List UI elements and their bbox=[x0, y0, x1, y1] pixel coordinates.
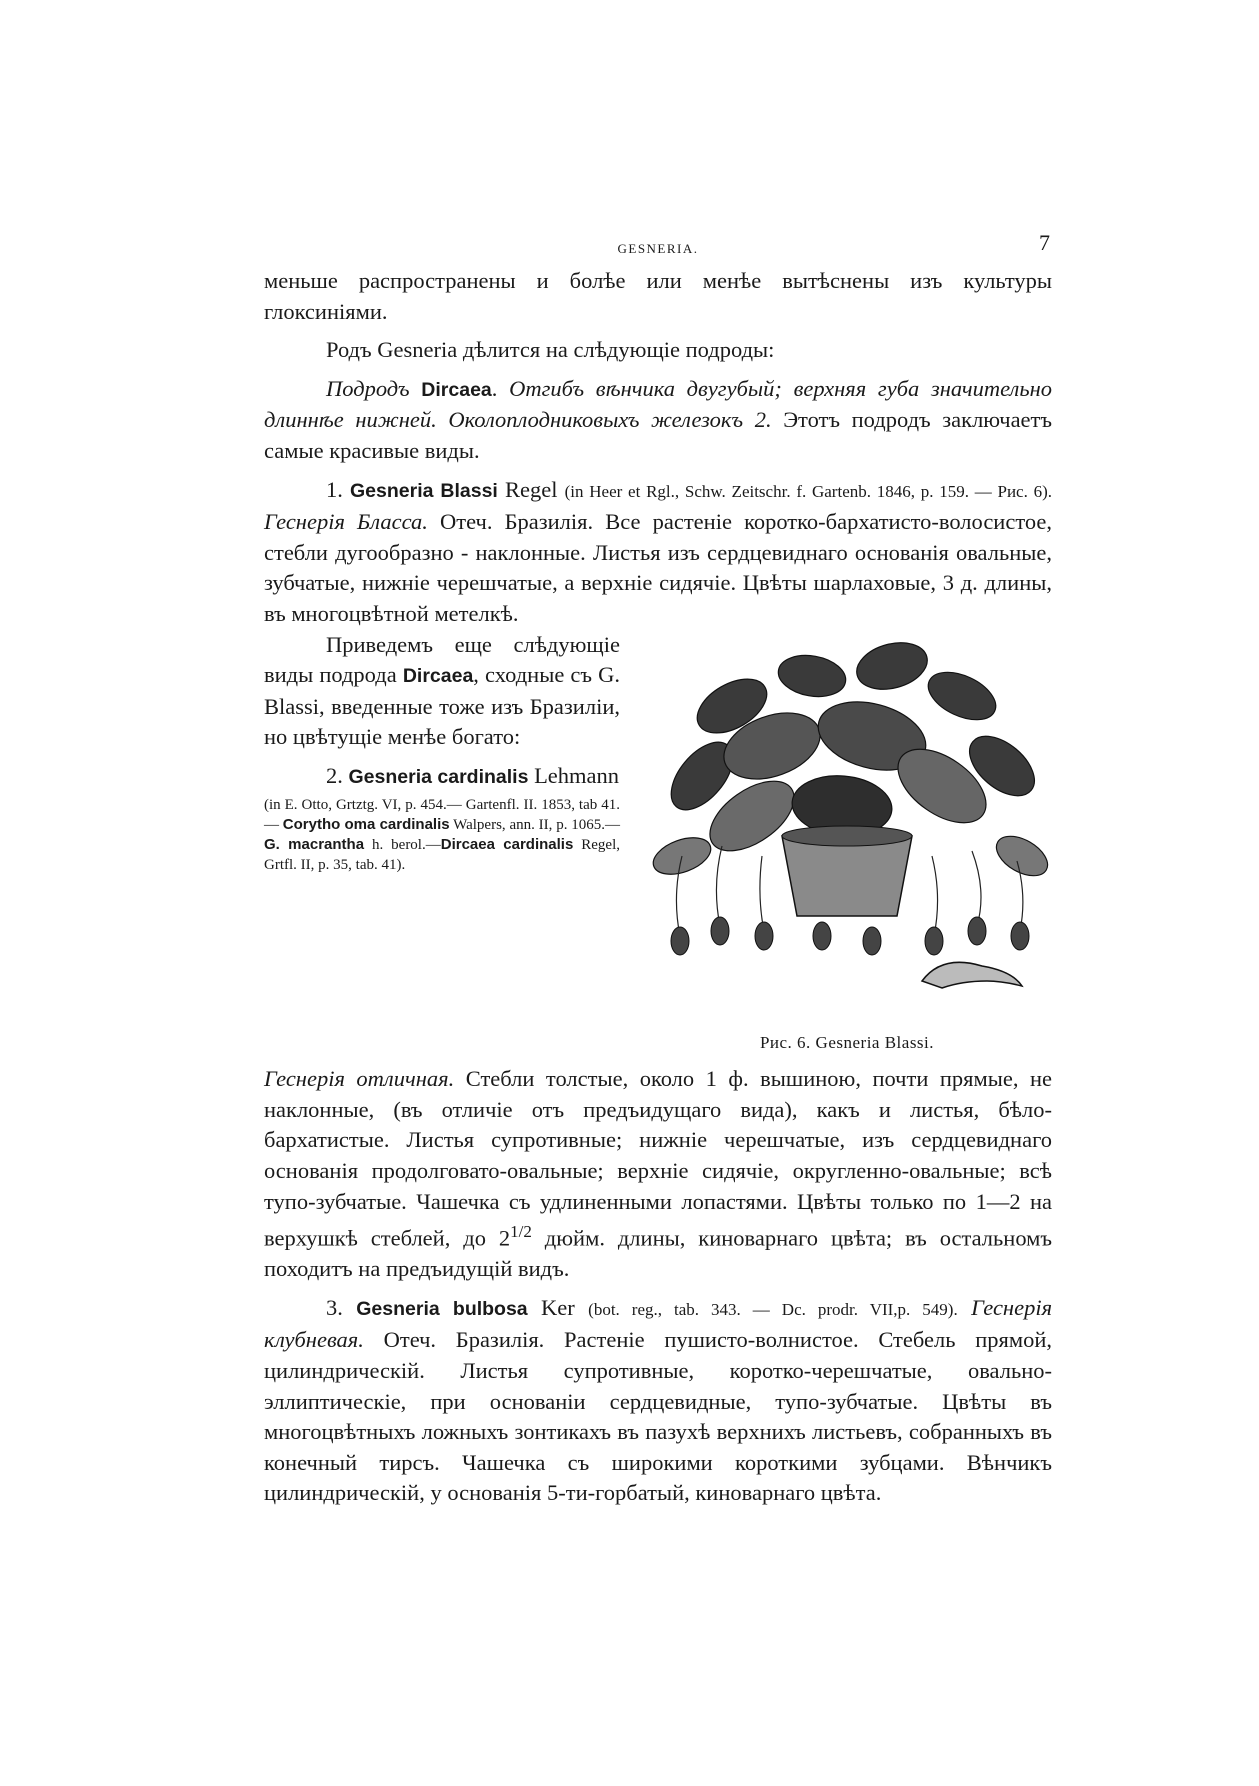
related-text-b: , сходные съ G. Blassi, введенные тоже изъ Бразиліи, но цвѣтущіе менѣе богато: bbox=[264, 662, 621, 750]
running-head bbox=[264, 232, 1052, 266]
species-3-paragraph bbox=[264, 1293, 1052, 1509]
figure-caption: Рис. 6. Gesneria Blassi. bbox=[759, 1032, 935, 1052]
species-3-number: 3. bbox=[326, 1294, 343, 1320]
species-3-author: Ker bbox=[541, 1294, 575, 1320]
related-text-a: Приведемъ еще слѣдующіе виды подрода bbox=[264, 631, 620, 688]
species-3-description: Отеч. Бразилія. Растеніе пушисто-волнистое. Стебель прямой, цилиндрическій. Листья супротивные, коротко-черешчатые, овально-эллиптическіе, при основаніи сердцевидные, тупо-зубчатые. Цвѣты въ многоцвѣтныхъ ложныхъ зонтикахъ въ пазухѣ верхнихъ листьевъ, собранныхъ въ конечный тирсъ. Чашечка съ широкими короткими зубцами. Вѣнчикъ цилиндрическій, у основанія 5-ти-горбатый, киноварнаго цвѣта. bbox=[264, 1327, 1053, 1506]
subgenus-name: Dircaea bbox=[421, 378, 492, 401]
page-number: 7 bbox=[1039, 230, 1050, 255]
species-1-russian-name: Геснерія Бласса. bbox=[264, 509, 428, 535]
related-subgenus-name: Dircaea bbox=[402, 665, 474, 688]
species-1-name: Gesneria Blassi bbox=[350, 479, 498, 502]
subgenus-sep: . bbox=[491, 375, 498, 401]
species-2-synonym-1: Corytho oma cardinalis bbox=[282, 815, 450, 833]
species-1-reference: (in Heer et Rgl., Schw. Zeitschr. f. Gartenb. 1846, p. 159. — Рис. 6). bbox=[564, 481, 1053, 501]
species-1-heading bbox=[264, 475, 1052, 630]
species-1-number: 1. bbox=[326, 476, 343, 502]
subgenus-note: Этотъ подродъ заключаетъ самые красивые виды. bbox=[264, 407, 1053, 463]
species-2-synonym-3: Dircaea cardinalis bbox=[440, 835, 574, 853]
running-title: GESNERIA. bbox=[617, 241, 699, 256]
plant-illustration bbox=[642, 636, 1052, 1016]
species-2-synonym-2: G. macrantha bbox=[264, 835, 365, 853]
species-2-fraction-int: 2 bbox=[498, 1225, 511, 1251]
text-block bbox=[264, 232, 1052, 1509]
species-2-ref-b: Walpers, ann. II, p. 1065.— bbox=[453, 816, 620, 833]
species-3-name: Gesneria bulbosa bbox=[356, 1297, 528, 1320]
species-2-author: Lehmann bbox=[534, 762, 620, 788]
species-2-description bbox=[264, 1064, 1052, 1285]
species-2-ref-d: Regel, Grtfl. II, p. 35, tab. 41). bbox=[264, 836, 621, 873]
figure-6 bbox=[642, 636, 1052, 1059]
species-2-fraction: 1/2 bbox=[510, 1222, 532, 1242]
species-2-russian-name: Геснерія отличная. bbox=[264, 1066, 455, 1092]
species-1-author: Regel bbox=[505, 476, 558, 502]
species-2-name: Gesneria cardinalis bbox=[348, 765, 529, 788]
species-3-russian-name: Геснерія клубневая. bbox=[264, 1294, 1053, 1353]
species-1-description: Отеч. Бразилія. Все растеніе коротко-бархатисто-волосистое, стебли дугообразно - наклонные. Листья изъ сердцевиднаго основанія овальные, зубчатые, нижніе черешчатые, а верхніе сидячіе. Цвѣты шарлаховые, 3 д. длины, въ многоцвѣтной метелкѣ. bbox=[264, 509, 1052, 626]
species-2-ref-c: h. berol.— bbox=[371, 836, 441, 853]
subgenus-lead: Подродъ bbox=[326, 375, 410, 401]
subgenus-description: Отгибъ вѣнчика двугубый; верхняя губа значительно длиннѣе нижней. Околоплодниковыхъ железокъ 2. bbox=[264, 375, 1053, 433]
species-2-text-b: дюйм. длины, киноварнаго цвѣта; въ остальномъ походитъ на предъидущій видъ. bbox=[264, 1225, 1053, 1282]
paragraph-1: меньше распространены и болѣе или менѣе вытѣснены изъ культуры глоксиніями. bbox=[264, 268, 1052, 324]
paragraph-subgenus bbox=[264, 374, 1052, 467]
species-3-reference: (bot. reg., tab. 343. — Dc. prodr. VII,p. 549). bbox=[588, 1299, 958, 1319]
paragraph-2: Родъ Gesneria дѣлится на слѣдующіе подроды: bbox=[326, 337, 775, 363]
species-2-ref-a: (in E. Otto, Grtztg. VI, p. 454.— Gartenfl. II. 1853, tab 41. — bbox=[264, 796, 620, 833]
species-2-text-a: Стебли толстые, около 1 ф. вышиною, почти прямые, не наклонные, (въ отличіе отъ предъидущаго вида), какъ и листья, бѣло-бархатистые. Листья супротивные; нижніе черешчатые, изъ сердцевиднаго основанія продолговато-овальные; верхніе сидячіе, округленно-овальные; всѣ тупо-зубчатые. Чашечка съ удлиненными лопастями. Цвѣты только по 1—2 на верхушкѣ стеблей, до bbox=[264, 1066, 1053, 1251]
species-2-number: 2. bbox=[326, 762, 343, 788]
